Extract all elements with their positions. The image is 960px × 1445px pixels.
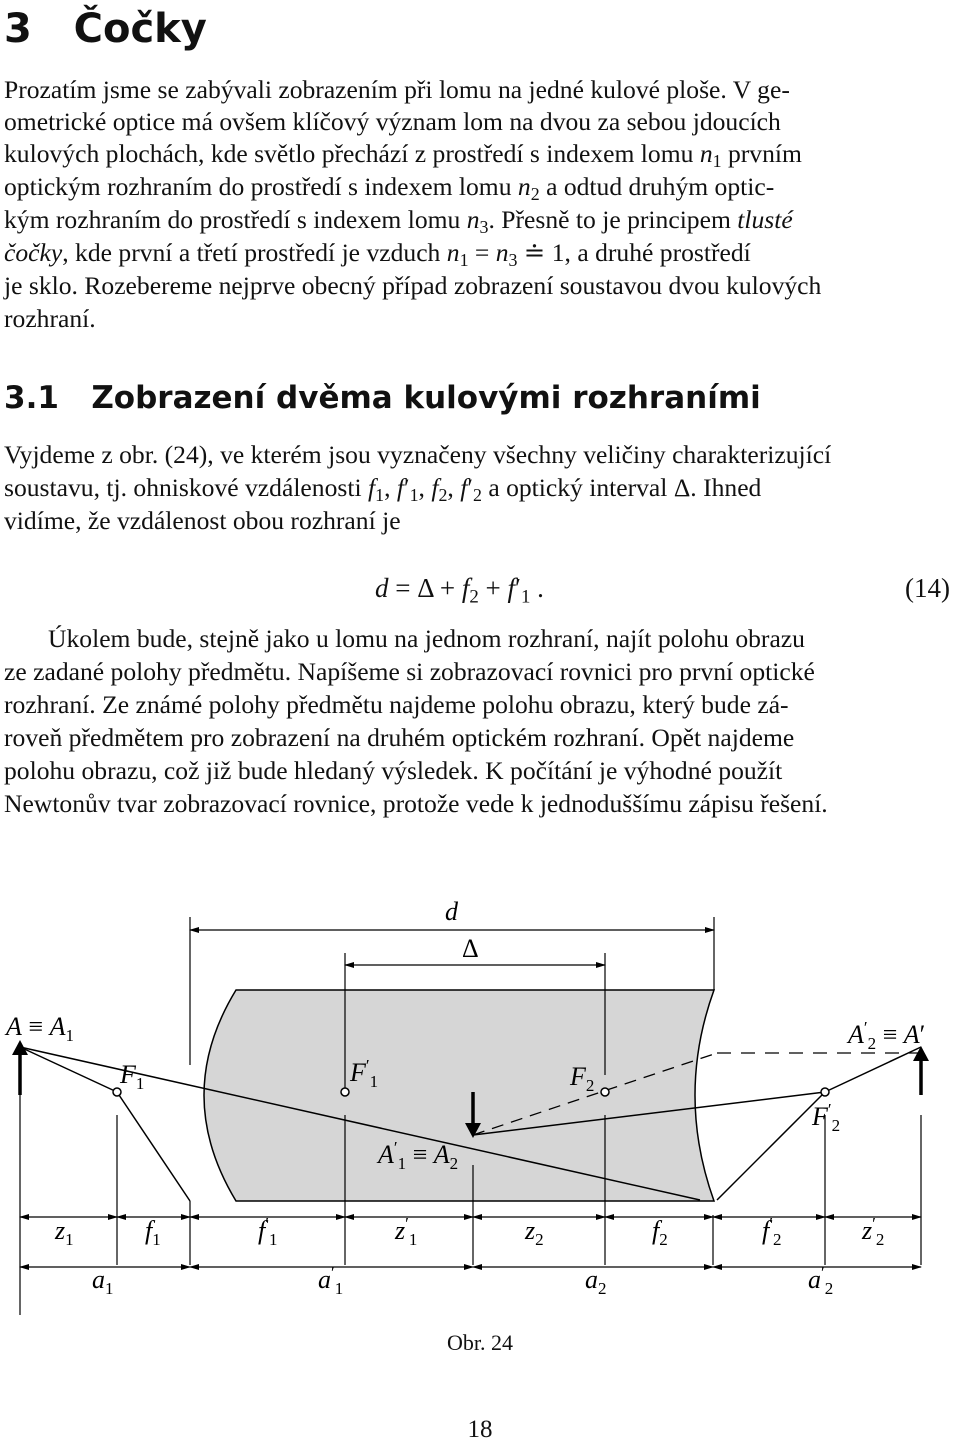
text-line: kým rozhraním do prostředí s indexem lomu $n_3$. Přesně to je principem tlusté [4, 205, 793, 238]
text-line: ze zadané polohy předmětu. Napíšeme si zobrazovací rovnici pro první optické [4, 657, 815, 686]
label-z2p: $z'_2$ [862, 1214, 885, 1249]
label-F1p: $F'_1$ [350, 1056, 379, 1091]
label-f1p: $f'_1$ [258, 1214, 278, 1249]
label-z2: $z_2$ [525, 1216, 544, 1249]
lens-diagram [0, 895, 960, 1315]
text-line: rozhraní. [4, 304, 96, 333]
label-f1: $f_1$ [145, 1216, 161, 1249]
figure-caption: Obr. 24 [447, 1330, 513, 1355]
text-line: Úkolem bude, stejně jako u lomu na jednom rozhraní, najít polohu obrazu [48, 624, 805, 653]
chapter-heading [4, 6, 207, 52]
lens-body [204, 990, 714, 1201]
label-A-A1: $A \equiv A_1$ [6, 1012, 74, 1045]
text-line: roveň předmětem pro zobrazení na druhém optickém rozhraní. Opět najdeme [4, 723, 795, 752]
section-number: 3.1 [4, 380, 59, 416]
text-line: čočky, kde první a třetí prostředí je vzduch $n_1 = n_3$ ≐ 1, a druhé prostředí [4, 238, 751, 271]
label-z1p: $z'_1$ [395, 1214, 418, 1249]
text-line: polohu obrazu, což již bude hledaný výsledek. K počítání je výhodné použít [4, 756, 783, 785]
equation-number: (14) [905, 573, 950, 603]
text-line: soustavu, tj. ohniskové vzdálenosti $f_1$, $f'_1$, $f_2$, $f'_2$ a optický interval Δ. Ihned [4, 473, 762, 506]
label-a1: $a_1$ [92, 1265, 114, 1298]
text-line: ometrické optice má ovšem klíčový význam lom na dvou za sebou jdoucích [4, 107, 781, 136]
text-line: vidíme, že vzdálenost obou rozhraní je [4, 506, 401, 535]
label-delta: Δ [462, 934, 479, 963]
equation: $d = \Delta + f_2 + f'_1$ . [375, 573, 544, 608]
label-d: d [445, 897, 458, 926]
text-line: rozhraní. Ze známé polohy předmětu najdeme polohu obrazu, který bude zá- [4, 690, 789, 719]
label-f2p: $f'_2$ [762, 1214, 782, 1249]
label-z1: $z_1$ [55, 1216, 74, 1249]
chapter-number: 3 [4, 6, 32, 52]
label-f2: $f_2$ [652, 1216, 668, 1249]
label-a2p: $a'_2$ [808, 1263, 834, 1298]
label-A2p-Ap: $A'_2 \equiv A'$ [848, 1018, 926, 1053]
page-number: 18 [467, 1416, 493, 1443]
text-line: Prozatím jsme se zabývali zobrazením při lomu na jedné kulové ploše. V ge- [4, 75, 790, 104]
label-a2: $a_2$ [585, 1265, 607, 1298]
text-line: kulových plochách, kde světlo přechází z prostředí s indexem lomu $n_1$ prvním [4, 139, 802, 172]
label-A1p-A2: $A'_1 \equiv A_2$ [378, 1138, 459, 1173]
text-line: je sklo. Rozebereme nejprve obecný případ zobrazení soustavou dvou kulových [4, 271, 822, 300]
text-line: optickým rozhraním do prostředí s indexem lomu $n_2$ a odtud druhým optic- [4, 172, 775, 205]
label-a1p: $a'_1$ [318, 1263, 344, 1298]
chapter-title: Čočky [73, 6, 207, 52]
section-heading [4, 380, 761, 416]
label-F2: $F_2$ [570, 1062, 595, 1095]
label-F1: $F_1$ [120, 1060, 145, 1093]
label-F2p: $F'_2$ [812, 1100, 841, 1135]
section-title: Zobrazení dvěma kulovými rozhraními [91, 380, 761, 416]
text-line: Vyjdeme z obr. (24), ve kterém jsou vyznačeny všechny veličiny charakterizující [4, 440, 832, 469]
text-line: Newtonův tvar zobrazovací rovnice, protože vede k jednoduššímu zápisu řešení. [4, 789, 828, 818]
